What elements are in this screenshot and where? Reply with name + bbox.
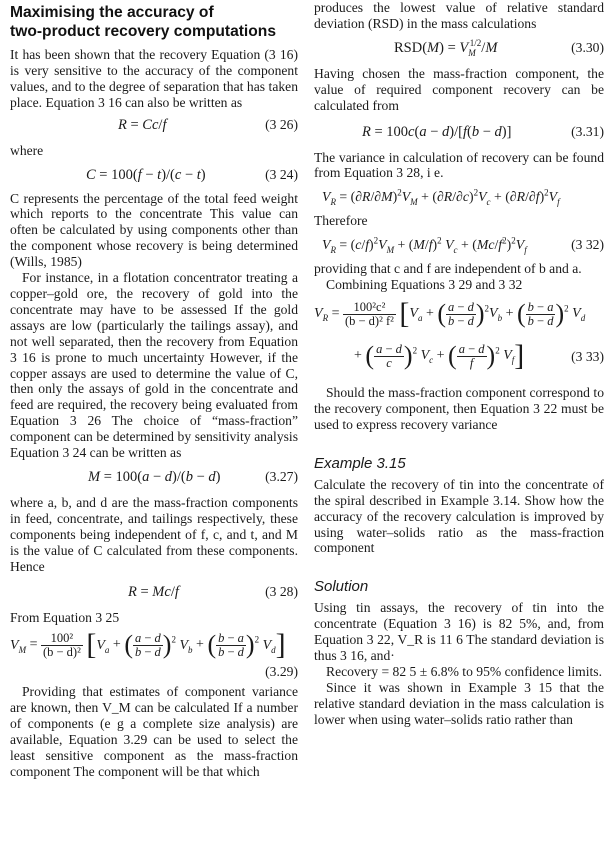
paragraph-chosen-component: Having chosen the mass-fraction component, the value of required component recovery can be calculated from [314, 65, 604, 113]
equation-3-32 [314, 233, 604, 257]
equation-number: (3.27) [265, 468, 298, 484]
paragraph-mass-fraction-recovery: Should the mass-fraction component correspond to the recovery component, then Equation 3 22 must be used to express recovery variance [314, 385, 604, 432]
paragraph-combining: Combining Equations 3 29 and 3 32 [326, 277, 523, 293]
coef-denominator: (b − d)² [42, 644, 81, 659]
equation-body: R = Cc/f [118, 116, 167, 133]
section-title [10, 3, 298, 41]
equation-body: $V_M$ = $\frac{\text{100²}}{\text{(b − d)²}}$ [$V_a$ + ( $\frac{a - d}{b - d}$ )$^2$ $V_b$ + ( $\frac{b - a}{b - d}$ )$^2$ $V_d$] [10, 628, 286, 662]
equation-body: $V_R = (c/f)^2V_M + (M/f)^2$ $V_c + (Mc/f^2)^2V_f$ [322, 235, 527, 255]
equation-3-31 [314, 120, 604, 144]
solution-paragraph-2: Since it was shown in Example 3 15 that the relative standard deviation in the mass calculation is lower when using water–solids ratio rather than [314, 679, 604, 727]
paragraph-variance-estimates: Providing that estimates of component variance are known, then V_M can be calculated If a number of components (e g a complete size analysis) are available, Equation 3.29 can be used to select the least sensitive component as the mass-fraction component The component will be that which [10, 684, 298, 779]
equation-body: $V_R = (\partial R/\partial M)^2V_M + (\partial R/\partial c)^2V_c + (\partial R/\partial f)^2V_f$ [322, 187, 560, 208]
example-heading: Example 3.15 [314, 454, 406, 472]
equation-number: (3.29) [265, 664, 298, 680]
from-equation-label: From Equation 3 25 [10, 610, 120, 626]
paragraph-independence: providing that c and f are independent of b and a. [314, 261, 582, 277]
paragraph-copper-gold: For instance, in a flotation concentrator treating a copper–gold ore, the recovery of gold into the concentrate may have to be assessed If the gold assays are low (particularly the tailings assay), and not well separated, then the recovery from Equation 3 16 is prone to much uncertainty However, if the copper assays are used to determine the value of C, then only the assays of gold in the concentrate and feed are required, the recovery being evaluated from Equation 3 26 The choice of “mass-fraction” component can be determined by sensitivity analysis Equation 3 24 can be written as [10, 270, 298, 461]
equation-body: C = 100(f − t)/(c − t) [86, 166, 206, 183]
equation-number: (3 24) [265, 166, 298, 182]
paragraph-c-definition: C represents the percentage of the total feed weight which reports to the concentrate This value can often be calculated by using components other than the component whose recovery is being determined (Wills, 1985) [10, 190, 298, 270]
equation-number: (3 32) [571, 237, 604, 253]
coef-numerator: 100²c² [343, 301, 396, 315]
right-column [314, 0, 604, 728]
section-title-line2: two-product recovery computations [10, 23, 276, 40]
equation-body: R = Mc/f [128, 584, 179, 601]
paragraph-variance-recovery: The variance in calculation of recovery can be found from Equation 3 28, i e. [314, 149, 604, 181]
solution-recovery-result: Recovery = 82 5 ± 6.8% to 95% confidence limits. [326, 663, 602, 679]
paragraph-intro: It has been shown that the recovery Equation (3 16) is very sensitive to the accuracy of the component values, and to the degree of separation that has taken place. Equation 3 16 can also be written as [10, 47, 298, 110]
coef-denominator: (b − d)² f² [344, 313, 394, 328]
equation-3-33 [314, 297, 604, 383]
equation-3-30 [314, 36, 604, 60]
equation-number: (3 26) [265, 116, 298, 132]
solution-heading: Solution [314, 578, 369, 596]
equation-number: (3 28) [265, 584, 298, 600]
section-title-line1: Maximising the accuracy of [10, 4, 214, 21]
equation-3-29 [10, 628, 298, 682]
therefore-label: Therefore [314, 213, 368, 229]
left-column [10, 0, 298, 780]
equation-body: $RSD(M) = V_M^{1/2}/M$ [394, 37, 498, 58]
equation-3-24 [10, 163, 298, 187]
equation-number: (3.31) [571, 123, 604, 139]
equation-body: R = 100c(a − d)/[f(b − d)] [362, 123, 512, 140]
equation-line2: + ( $\frac{a - d}{c}$ )$^2$ $V_c$ + ( $\frac{a - d}{f}$ )$^2$ $V_f$] [354, 339, 525, 373]
paragraph-rsd: produces the lowest value of relative standard deviation (RSD) in the mass calculations [314, 0, 604, 31]
equation-3-26 [10, 113, 298, 137]
coef-numerator: 100² [41, 632, 83, 646]
where-label: where [10, 142, 44, 158]
equation-vr-partials [314, 185, 604, 209]
paragraph-mass-fraction: where a, b, and d are the mass-fraction components in feed, concentrate, and tailings respectively, these components being independent of f, c, and t, and M is the value of C calculated from these components. Hence [10, 494, 298, 574]
example-text: Calculate the recovery of tin into the concentrate of the spiral described in Example 3.14. Show how the accuracy of the recovery calculation is improved by using water–solids ratio as the mass-fraction component [314, 476, 604, 556]
equation-number: (3 33) [571, 349, 604, 365]
equation-3-27 [10, 465, 298, 489]
equation-line1: $V_R$ = $\frac{\text{100²c²}}{\text{(b − d)² f²}}$ [$V_a$ + ( $\frac{a - d}{b - d}$ )$^2V_b$ + ( $\frac{b - a}{b - d}$ )$^2$ $V_d$ [314, 297, 586, 331]
equation-number: (3.30) [571, 39, 604, 55]
equation-3-28 [10, 580, 298, 604]
equation-body: M = 100(a − d)/(b − d) [88, 468, 221, 485]
solution-paragraph: Using tin assays, the recovery of tin into the concentrate (Equation 3 16) is 82 5%, and, from Equation 3 22, V_R is 11 6 The standard deviation is thus 3 16, and· [314, 600, 604, 664]
